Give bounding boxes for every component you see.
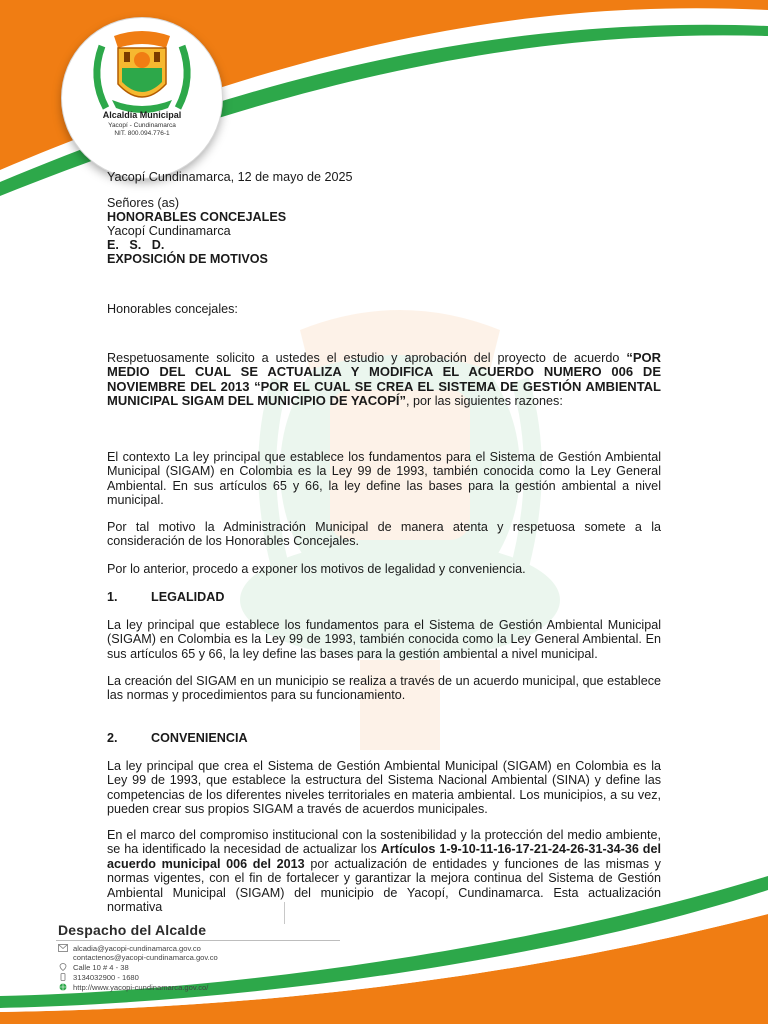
legalidad-paragraph-2: La creación del SIGAM en un municipio se realiza a través de un acuerdo municipal, que establece las normas y procedimientos para su funcionamiento. [107,674,661,703]
section-number: 2. [107,731,118,745]
logo-nit: NIT. 800.094.776-1 [114,130,170,137]
address-text: Calle 10 # 4 - 38 [73,963,129,972]
motive-paragraph: Por tal motivo la Administración Municipal de manera atenta y respetuosa somete a la consideración de los Honorables Concejales. [107,520,661,549]
legalidad-paragraph-1: La ley principal que establece los fundamentos para el Sistema de Gestión Ambiental Municipal (SIGAM) en Colombia es la Ley 99 de 1993, también conocida como la Ley General Ambiental. En sus artículos 65 y 66, la ley define las bases para la gestión ambiental a nivel municipal. [107,618,661,661]
recipient-esd: E. S. D. [107,238,165,252]
transition-paragraph: Por lo anterior, procedo a exponer los motivos de legalidad y conveniencia. [107,562,526,576]
recipient-location: Yacopí Cundinamarca [107,224,231,238]
conveniencia-paragraph-1: La ley principal que crea el Sistema de Gestión Ambiental Municipal (SIGAM) en Colombia es la Ley 99 de 1993, que establece la estructura del Sistema Nacional Ambiental (SINA) y define las competencias de los diferentes niveles territoriales en materia ambiental. Los municipios, a su vez, pueden crear sus propios SIGAM a través de acuerdos municipales. [107,759,661,817]
intro-project-title: “POR MEDIO DEL CUAL SE ACTUALIZA Y MODIFICA EL ACUERDO NUMERO 006 DE NOVIEMBRE DEL 2013 “POR EL CUAL SE CREA EL SISTEMA DE GESTIÓN AMBIENTAL MUNICIPAL SIGAM DEL MUNICIPIO DE YACOPÍ” [107,350,661,409]
logo-location: Yacopí - Cundinamarca [108,122,176,129]
section-title: CONVENIENCIA [151,731,248,745]
footer-website[interactable] [58,983,208,992]
footer-phone [58,973,139,982]
footer-address [58,963,129,972]
footer-divider-vertical [284,902,285,924]
location-icon [58,963,68,971]
section-conveniencia-heading [107,731,248,745]
recipient-block [107,196,286,266]
footer-email-2[interactable] [58,953,218,962]
para7-end: por actualización de entidades y funciones de las mismas y normas vigentes, con el fin de fortalecer y garantizar la mejora continua del Sistema de Gestión Ambiental Municipal (SIGAM) del municipio de Yacopí, Cundinamarca. Esta actualización normativa [107,856,661,915]
letter-subject: EXPOSICIÓN DE MOTIVOS [107,252,268,266]
mail-icon [58,944,68,952]
recipient-salutation: Señores (as) [107,196,180,210]
email-1-text: alcadia@yacopi-cundinamarca.gov.co [73,944,201,953]
para7-start: En el marco del compromiso institucional con la sostenibilidad y la protección del medio ambiente, se ha identificado la necesidad de actualizar los [107,828,661,857]
conveniencia-paragraph-2 [107,828,661,914]
intro-suffix: , por las siguientes razones: [406,394,563,409]
intro-prefix: Respetuosamente solicito a ustedes el estudio y aprobación del proyecto de acuerdo [107,351,627,365]
crest-icon [62,18,222,178]
intro-paragraph [107,351,661,409]
email-2-text: contactenos@yacopi-cundinamarca.gov.co [73,953,218,962]
phone-text: 3134032900 - 1680 [73,973,139,982]
footer-divider [56,940,340,941]
section-number: 1. [107,590,118,604]
footer-title: Despacho del Alcalde [58,922,207,938]
section-title: LEGALIDAD [151,590,225,604]
letter-greeting: Honorables concejales: [107,302,238,316]
website-text: http://www.yacopi-cundinamarca.gov.co/ [73,983,209,992]
context-paragraph: El contexto La ley principal que establece los fundamentos para el Sistema de Gestión Ambiental Municipal (SIGAM) en Colombia es la Ley 99 de 1993, también conocida como la Ley General Ambiental. En sus artículos 65 y 66, la ley define las bases para la gestión ambiental a nivel municipal. [107,450,661,508]
letter-date: Yacopí Cundinamarca, 12 de mayo de 2025 [107,170,353,184]
footer-email-1[interactable] [58,944,201,953]
phone-icon [58,973,68,981]
municipal-logo [62,18,222,178]
para7-articles: Artículos 1-9-10-11-16-17-21-24-26-31-34-36 del acuerdo municipal 006 del 2013 [107,842,661,871]
section-legalidad-heading [107,590,224,604]
recipient-name: HONORABLES CONCEJALES [107,210,287,224]
logo-title: Alcaldía Municipal [102,110,182,120]
globe-icon [58,983,68,991]
